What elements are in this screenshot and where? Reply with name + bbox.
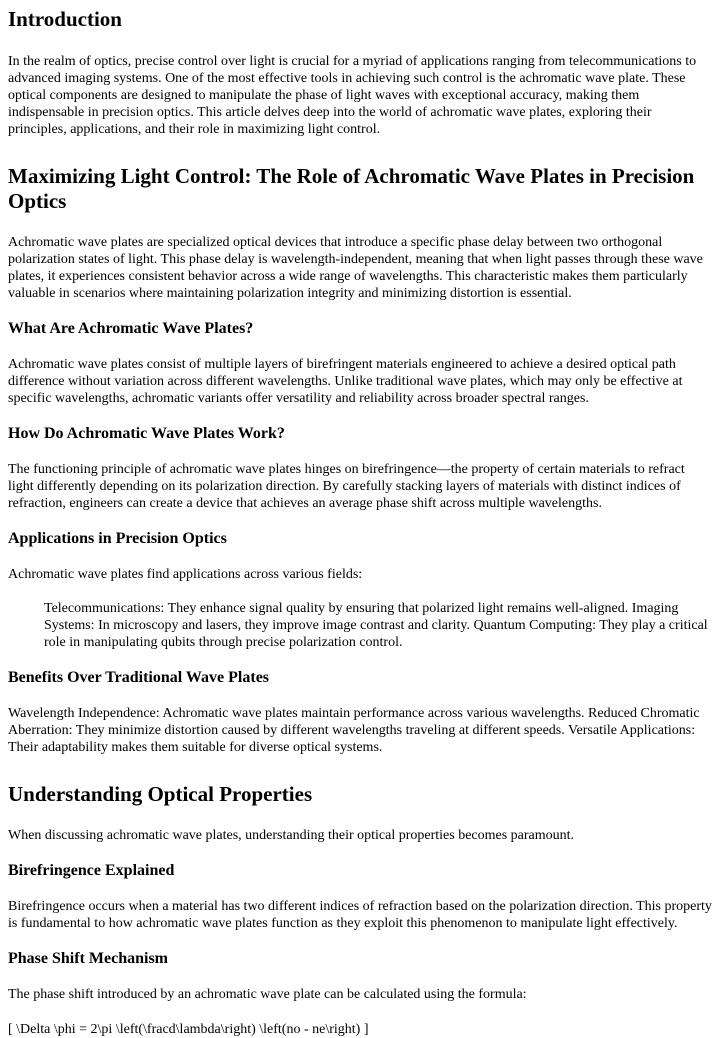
intro-paragraph: In the realm of optics, precise control over light is crucial for a myriad of applications ranging from telecommunications to advanced imaging systems. One of the most effective tools in achieving such control is the achromatic wave plate. These optical components are designed to manipulate the phase of light waves with exceptional accuracy, making them indispensable in precision optics. This article delves deep into the world of achromatic wave plates, exploring their principles, applications, and their role in maximizing light control.: [8, 54, 697, 137]
optical-properties-paragraph: When discussing achromatic wave plates, understanding their optical properties becomes paramount.: [8, 828, 575, 843]
birefringence-paragraph: Birefringence occurs when a material has two different indices of refraction based on the polarization direction. This property is fundamental to how achromatic wave plates function as they exploit this phenomenon to manipulate light effectively.: [8, 899, 712, 931]
maximizing-paragraph: Achromatic wave plates are specialized optical devices that introduce a specific phase delay between two orthogonal polarization states of light. This phase delay is wavelength-independent, meaning that when light passes through these wave plates, it experiences consistent behavior across a wide range of wavelengths. This characteristic makes them particularly valuable in scenarios where maintaining polarization integrity and minimizing distortion is essential.: [8, 235, 703, 301]
phase-shift-paragraph: The phase shift introduced by an achromatic wave plate can be calculated using the formula:: [8, 987, 527, 1002]
optical-properties-heading: Understanding Optical Properties: [8, 782, 313, 806]
applications-quote: Telecommunications: They enhance signal quality by ensuring that polarized light remains well-aligned. Imaging Systems: In microscopy and lasers, they improve image contrast and clarity. Quantum Computing: They play a critical role in manipulating qubits through precise polarization control.: [44, 601, 708, 650]
what-paragraph: Achromatic wave plates consist of multiple layers of birefringent materials engineered to achieve a desired optical path difference without variation across different wavelengths. Unlike traditional wave plates, which may only be effective at specific wavelengths, achromatic variants offer versatility and reliability across broader spectral ranges.: [8, 357, 683, 406]
what-heading: What Are Achromatic Wave Plates?: [8, 320, 254, 337]
benefits-heading: Benefits Over Traditional Wave Plates: [8, 669, 270, 686]
phase-shift-formula: [ \Delta \phi = 2\pi \left(\fracd\lambda\right) \left(no - ne\right) ]: [8, 1022, 369, 1037]
birefringence-heading: Birefringence Explained: [8, 862, 175, 879]
how-heading: How Do Achromatic Wave Plates Work?: [8, 425, 285, 442]
applications-heading: Applications in Precision Optics: [8, 530, 227, 547]
article: [0, 7, 720, 1038]
how-paragraph: The functioning principle of achromatic wave plates hinges on birefringence—the property of certain materials to refract light differently depending on its polarization direction. By carefully stacking layers of materials with distinct indices of refraction, engineers can create a device that achieves an average phase shift across multiple wavelengths.: [8, 462, 685, 511]
intro-heading: Introduction: [8, 7, 122, 31]
maximizing-heading: Maximizing Light Control: The Role of Achromatic Wave Plates in Precision Optics: [8, 164, 695, 213]
applications-paragraph: Achromatic wave plates find applications across various fields:: [8, 567, 363, 582]
benefits-paragraph: Wavelength Independence: Achromatic wave plates maintain performance across various wavelengths. Reduced Chromatic Aberration: They minimize distortion caused by different wavelengths traveling at different speeds. Versatile Applications: Their adaptability makes them suitable for diverse optical systems.: [8, 706, 700, 755]
phase-shift-heading: Phase Shift Mechanism: [8, 950, 168, 967]
